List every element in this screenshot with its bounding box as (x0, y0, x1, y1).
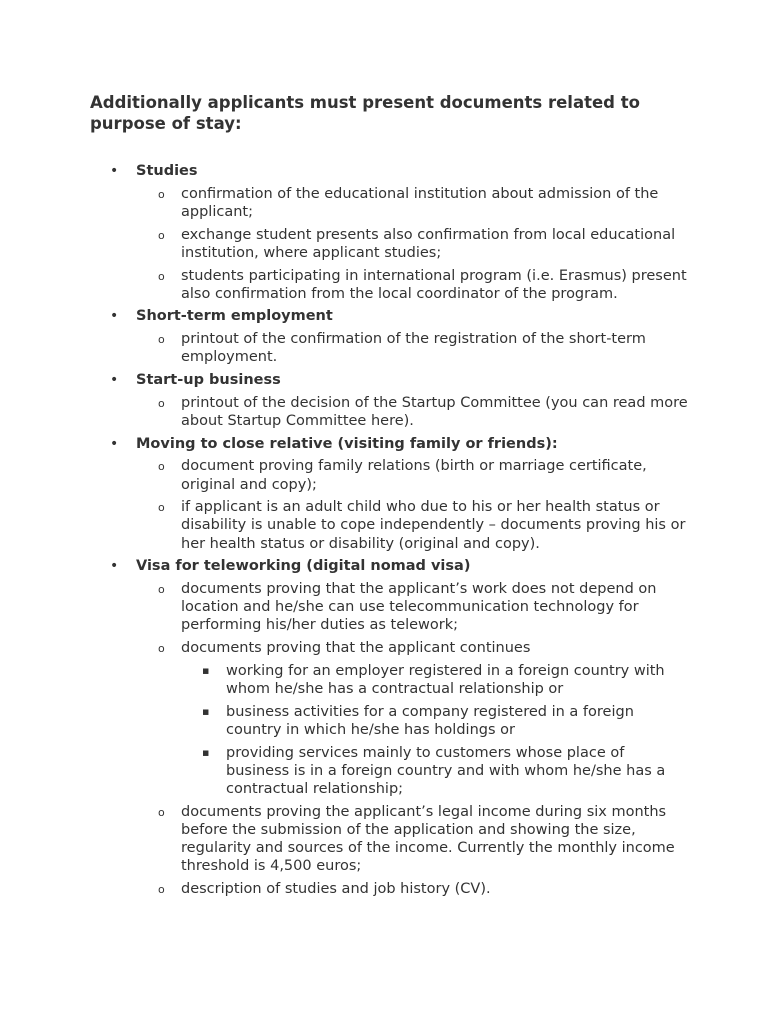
circle-bullet-icon: o (158, 583, 165, 597)
circle-bullet-icon: o (158, 333, 165, 347)
list-item (136, 226, 690, 262)
list-item-text: if applicant is an adult child who due to his or her health status or disability is unable to cope independently – documents proving his or her health status or disability (original and copy). (181, 499, 686, 552)
circle-bullet-icon: o (158, 805, 165, 819)
bullet-icon: • (110, 372, 119, 389)
bullet-icon: • (110, 163, 119, 179)
list-item (136, 498, 690, 553)
list-item-text: exchange student presents also confirmation from local educational institution, where applicant studies; (181, 226, 676, 261)
square-bullet-icon: ▪ (202, 745, 210, 759)
list-item-text: documents proving that the applicant’s work does not depend on location and he/she can use telecommunication technology for performing his/her duties as telework; (181, 581, 657, 634)
list-item-text: description of studies and job history (CV). (181, 881, 491, 898)
sub-list-item (181, 703, 690, 739)
circle-bullet-icon: o (158, 883, 165, 897)
list-item (136, 185, 690, 221)
sub-list-item-text: working for an employer registered in a foreign country with whom he/she has a contractual relationship or (226, 662, 665, 698)
circle-bullet-icon: o (158, 460, 165, 474)
bullet-icon: • (110, 435, 119, 452)
sub-list-item-text: providing services mainly to customers whose place of business is in a foreign country and with whom he/she has a contractual relationship; (226, 744, 666, 798)
purpose-moving-to-relative (90, 435, 690, 553)
list-item (136, 803, 690, 876)
section-title: Moving to close relative (visiting family or friends): (136, 435, 558, 452)
square-bullet-icon: ▪ (202, 663, 210, 677)
list-item-text: documents proving that the applicant continues (181, 640, 531, 657)
list-item-text: printout of the confirmation of the registration of the short-term employment. (181, 331, 646, 366)
requirement-list (136, 330, 690, 366)
section-title: Short-term employment (136, 308, 333, 325)
purpose-start-up-business (90, 371, 690, 430)
bullet-icon: • (110, 558, 119, 575)
circle-bullet-icon: o (158, 228, 165, 242)
purpose-studies (90, 162, 690, 303)
list-item (136, 457, 690, 493)
section-title: Studies (136, 163, 198, 179)
sub-requirement-list (181, 662, 690, 798)
circle-bullet-icon: o (158, 187, 165, 201)
sub-list-item (181, 662, 690, 698)
circle-bullet-icon: o (158, 501, 165, 515)
circle-bullet-icon: o (158, 642, 165, 656)
circle-bullet-icon: o (158, 269, 165, 283)
list-item (136, 267, 690, 303)
list-item-text: documents proving the applicant’s legal income during six months before the submission of the application and showing the size, regularity and sources of the income. Currently the monthly income threshold is 4,500 euros; (181, 803, 675, 875)
requirement-list (136, 457, 690, 553)
list-item (136, 330, 690, 366)
sub-list-item (181, 744, 690, 799)
purpose-digital-nomad-visa (90, 557, 690, 898)
list-item (136, 639, 690, 798)
bullet-icon: • (110, 308, 119, 325)
section-title: Start-up business (136, 372, 281, 389)
requirement-list (136, 394, 690, 430)
sub-list-item-text: business activities for a company registered in a foreign country in which he/she has holdings or (226, 703, 634, 738)
list-item (136, 394, 690, 430)
list-item-text: document proving family relations (birth or marriage certificate, original and copy); (181, 458, 647, 493)
requirement-list (136, 185, 690, 303)
circle-bullet-icon: o (158, 396, 165, 410)
requirement-list (136, 580, 690, 898)
document-page (90, 92, 690, 903)
list-item-text: confirmation of the educational institution about admission of the applicant; (181, 185, 659, 220)
document-heading: Additionally applicants must present documents related to purpose of stay: (90, 93, 640, 133)
list-item (136, 880, 690, 898)
purpose-short-term-employment (90, 307, 690, 366)
list-item (136, 580, 690, 635)
list-item-text: students participating in international program (i.e. Erasmus) present also confirmation from the local coordinator of the program. (181, 267, 687, 302)
purpose-list (90, 162, 690, 898)
square-bullet-icon: ▪ (202, 704, 210, 718)
list-item-text: printout of the decision of the Startup Committee (you can read more about Startup Committee here). (181, 394, 688, 429)
section-title: Visa for teleworking (digital nomad visa) (136, 558, 471, 575)
